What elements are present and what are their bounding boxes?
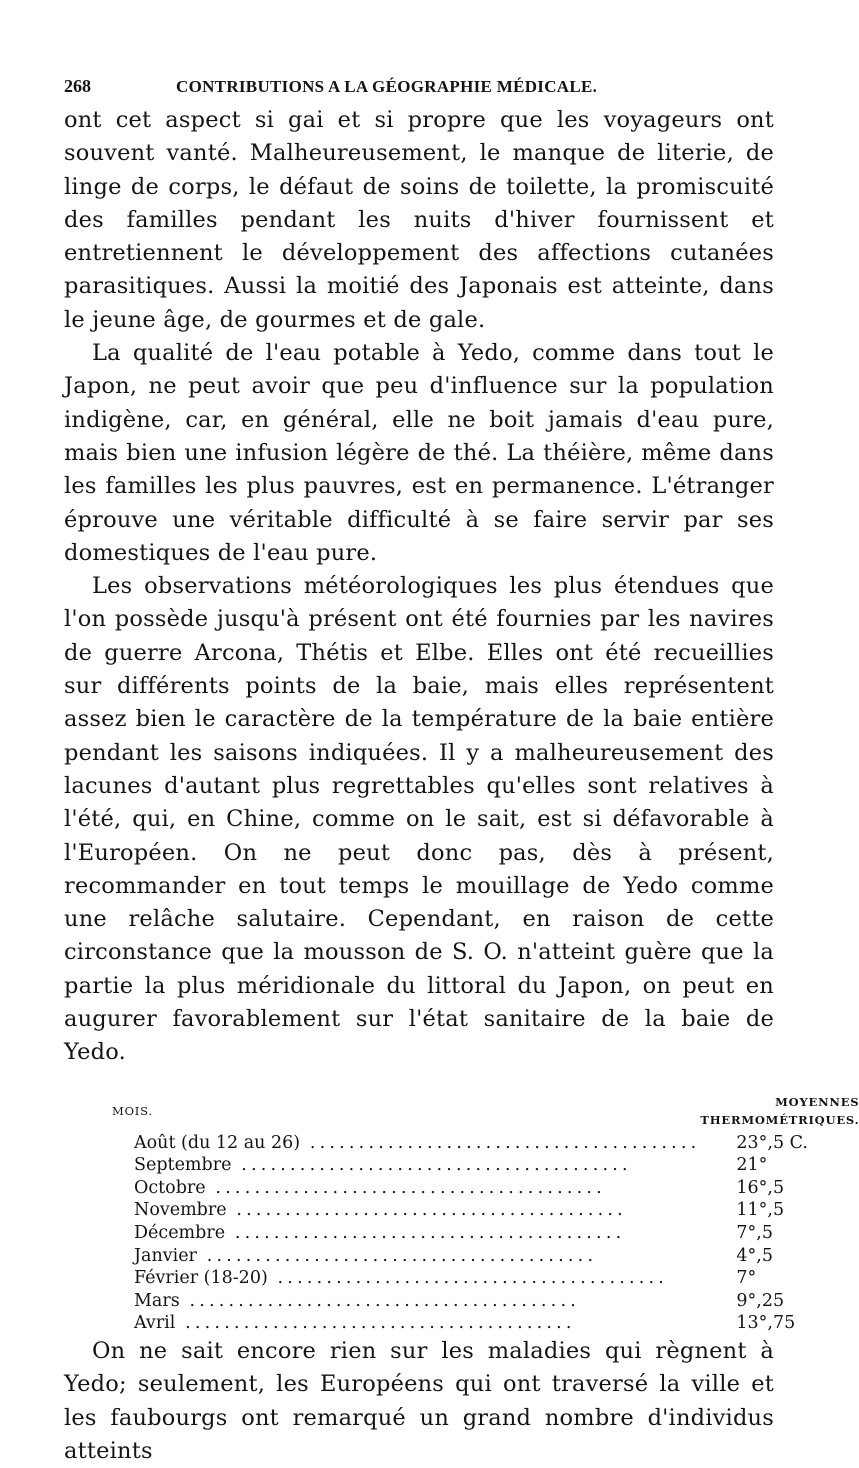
col-header-month: MOIS. [112, 1103, 153, 1118]
running-header [64, 76, 774, 104]
table-row [70, 1245, 859, 1268]
paragraph-drinking-water: La qualité de l'eau potable à Yedo, comme dans tout le Japon, ne peut avoir que peu d'influence sur la population indigène, car, en général, elle ne boit jamais d'eau pure, mais bien une infusion légère de thé. La théière, même dans les familles les plus pauvres, est en permanence. L'étranger éprouve une véritable difficulté à se faire servir par ses domestiques de l'eau pure. [64, 340, 774, 566]
table-row [70, 1154, 859, 1177]
month-cell: Mars ........................................ [134, 1290, 580, 1311]
month-cell: Décembre ........................................ [134, 1222, 626, 1243]
month-label: Novembre [134, 1200, 227, 1221]
month-label: Avril [134, 1313, 176, 1334]
month-cell: Septembre ........................................ [134, 1155, 632, 1176]
month-cell: Février (18-20) ........................................ [134, 1268, 669, 1289]
month-label: Octobre [134, 1177, 206, 1198]
col-header-value: MOYENNES THERMOMÉTRIQUES. [700, 1094, 859, 1127]
running-title: CONTRIBUTIONS A LA GÉOGRAPHIE MÉDICALE. [176, 77, 598, 96]
table-row [70, 1177, 859, 1200]
month-label: Août (du 12 au 26) [134, 1132, 301, 1153]
page-number: 268 [64, 76, 91, 96]
month-cell: Octobre ........................................ [134, 1177, 606, 1198]
temperature-value: 23°,5 C. [736, 1132, 808, 1153]
temperature-value: 9°,25 [736, 1290, 785, 1311]
book-page [64, 76, 859, 1468]
temperature-value: 13°,75 [736, 1313, 796, 1334]
table-row [70, 1312, 859, 1335]
table-row [70, 1199, 859, 1222]
temperature-value: 7°,5 [736, 1222, 773, 1243]
month-cell: Avril ........................................ [134, 1313, 576, 1334]
month-cell: Janvier ........................................ [134, 1245, 598, 1266]
temperature-value: 4°,5 [736, 1245, 773, 1266]
temperature-value: 11°,5 [736, 1200, 785, 1221]
table-row [70, 1222, 859, 1245]
temperature-value: 16°,5 [736, 1177, 785, 1198]
month-label: Septembre [134, 1155, 232, 1176]
month-label: Février (18-20) [134, 1268, 268, 1289]
paragraph-continued: ont cet aspect si gai et si propre que les voyageurs ont souvent vanté. Malheureusement, le manque de literie, de linge de corps, le défaut de soins de toilette, la promiscuité des familles pendant les nuits d'hiver fournissent et entretiennent le développement des affections cutanées parasitiques. Aussi la moitié des Japonais est atteinte, dans le jeune âge, de gourmes et de gale. [64, 107, 774, 333]
table-row [70, 1290, 859, 1313]
month-label: Janvier [134, 1245, 197, 1266]
text-body [64, 104, 859, 1468]
month-cell: Novembre ........................................ [134, 1200, 627, 1221]
temperature-value: 7° [736, 1268, 757, 1289]
table-header-row [70, 1093, 859, 1132]
temperature-table [70, 1093, 859, 1335]
table-row [70, 1132, 859, 1155]
month-cell: Août (du 12 au 26) ........................................ [134, 1132, 701, 1153]
month-label: Décembre [134, 1222, 226, 1243]
month-label: Mars [134, 1290, 180, 1311]
paragraph-diseases: On ne sait encore rien sur les maladies qui règnent à Yedo; seulement, les Européens qui ont traversé la ville et les faubourgs ont remarqué un grand nombre d'individus atteints [64, 1337, 774, 1464]
table-row [70, 1267, 859, 1290]
paragraph-meteorology: Les observations météorologiques les plus étendues que l'on possède jusqu'à présent ont été fournies par les navires de guerre Arcona, Thétis et Elbe. Elles ont été recueillies sur différents points de la baie, mais elles représentent assez bien le caractère de la température de la baie entière pendant les saisons indiquées. Il y a malheureusement des lacunes d'autant plus regrettables qu'elles sont relatives à l'été, qui, en Chine, comme on le sait, est si défavorable à l'Européen. On ne peut donc pas, dès à présent, recommander en tout temps le mouillage de Yedo comme une relâche salutaire. Cependant, en raison de cette circonstance que la mousson de S. O. n'atteint guère que la partie la plus méridionale du littoral du Japon, on peut en augurer favorablement sur l'état sanitaire de la baie de Yedo. [64, 573, 774, 1066]
temperature-value: 21° [736, 1155, 768, 1176]
